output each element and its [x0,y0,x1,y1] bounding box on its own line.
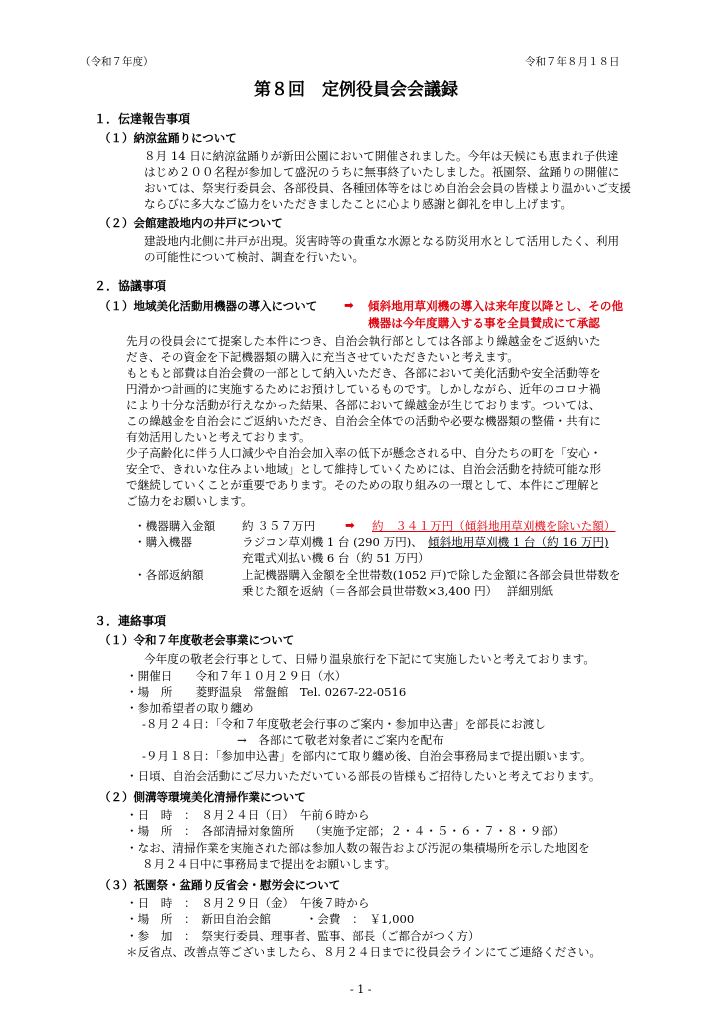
section-3-heading: ３．連絡事項 [94,614,167,628]
text-line: 今年度の敬老会行事として、日帰り温泉旅行を下記にて実施したいと考えております。 [144,652,595,666]
return-line-1: 上記機器購入金額を全世帯数(1052 戸)で除した金額に各部会員世帯数を [242,568,621,582]
arrow-icon: ➡ [344,298,354,312]
text-line: この繰越金を自治会にご返納いただき、自治会全体での活動や必要な機器類の整備・共有に [126,414,601,428]
section-2-heading: ２．協議事項 [94,279,167,293]
fiscal-year-label: （令和７年度） [80,56,154,68]
section-3-item-1-title: （１）令和７年度敬老会事業について [99,633,295,647]
text-line: -９月１８日：「参加申込書」を部内にて取り纏め後、自治会事務局まで提出願います。 [142,749,592,763]
text-line: により十分な活動が行えなかった結果、各部において繰越金が生じております。ついては、 [126,398,601,412]
text-line: ・日 時 ： ８月２４日（日） 午前６時から [126,808,370,822]
text-line: ＊反省点、改善点等ございましたら、８月２４日までに役員会ラインにてご連絡ください。 [126,945,601,959]
equipment-line-1b: 傾斜地用草刈機 1 台（約 16 万円) [428,535,609,549]
text-line: 円滑かつ計画的に実施するためにお預けしているものです。しかしながら、近年のコロナ禍 [126,382,601,396]
text-line: 建設地内北側に井戸が出現。災害時等の貴重な水源となる防災用水として活用したく、利用 [144,234,620,248]
arrow-icon: ➡ [345,518,355,532]
document-date: 令和７年８月１８日 [525,56,620,68]
text-line: 有効活用したいと考えております。 [126,430,311,444]
equipment-line-2: 充電式刈払い機 6 台（約 51 万円） [242,551,430,565]
page-number: - 1 - [350,983,372,996]
text-line: ・なお、清掃作業を実施された部は参加人数の報告および汚泥の集積場所を示した地図を [126,841,590,855]
text-line: 少子高齢化に伴う人口減少や自治会加入率の低下が懸念される中、自分たちの町を「安心・ [126,446,602,460]
section-1-item-1-title: （１）納涼盆踊りについて [99,131,237,145]
amount-value: 約 ３５７万円 [242,519,316,533]
text-line: おいては、祭実行委員会、各部役員、各種団体等をはじめ自治会会員の皆様より温かいご支援 [144,181,631,195]
equipment-label: ・購入機器 [134,535,192,549]
amount-label: ・機器購入金額 [134,519,216,533]
amount-revised: 約 ３４１万円（傾斜地用草刈機を除いた額） [372,519,616,533]
text-line: -８月２４日：「令和７年度敬老会行事のご案内・参加申込書」を部長にお渡し [142,717,546,731]
resolution-line-1: 傾斜地用草刈機の導入は来年度以降とし、その他 [368,299,624,313]
resolution-line-2: 機器は今年度購入する事を全員賛成にて承認 [368,316,600,330]
text-line: の可能性について検討、調査を行いたい。 [144,250,365,264]
text-line: だき、その資金を下記機器類の購入に充当させていただきたいと考えます。 [126,350,519,364]
text-line: ８月２４日中に事務局まで提出をお願いします。 [142,857,397,871]
text-line: はじめ２００名程が参加して盛況のうちに無事終了いたしました。祇園祭、盆踊りの開催に [144,165,620,179]
text-line: ８月 14 日に納涼盆踊りが新田公園において開催されました。今年は天候にも恵まれ子供達 [144,149,619,163]
text-line: ・参加希望者の取り纏め [126,701,254,715]
text-line: ・日頃、自治会活動にご尽力いただいている部長の皆様もご招待したいと考えております。 [126,769,601,783]
text-line: ・場 所 ： 新田自治会館 ・会費 ： ￥1,000 [126,912,415,926]
text-line: ・場 所 ： 各部清掃対象箇所 （実施予定部；２・４・５・６・７・８・９部） [126,824,565,838]
section-3-item-3-title: （３）祇園祭・盆踊り反省会・慰労会について [99,878,341,892]
text-line: ・場 所 菱野温泉 常盤館 Tel. 0267-22-0516 [126,685,407,699]
text-line: ・参 加 ： 祭実行委員、理事者、監事、部長（ご都合がつく方） [126,929,480,943]
text-line: ・日 時 ： ８月２９日（金） 午後７時から [126,896,370,910]
text-line: ご協力をお願いします。 [126,494,253,508]
document-title: 第８回 定例役員会会議録 [254,80,458,100]
text-line: もともと部費は自治会費の一部として納入いただき、各部において美化活動や安全活動等を [126,366,601,380]
text-line: 安全で、きれいな住みよい地域」として維持していくためには、自治会活動を持続可能な形 [126,462,602,476]
text-line: ならびに多大なご協力をいただきましたことに心より感謝と御礼を申し上げます。 [144,197,573,211]
equipment-line-1a: ラジコン草刈機 1 台 (290 万円)、 [242,535,423,549]
text-line: → 各部にて敬老対象者にご案内を配布 [237,733,444,747]
section-1-item-2-title: （２）会館建設地内の井戸について [99,216,283,230]
text-line: 先月の役員会にて提案した本件につき、自治会執行部としては各部より繰越金をご返納いた [126,334,601,348]
return-label: ・各部返納額 [134,568,204,582]
text-line: で継続していくことが重要であります。そのための取り組みの一環として、本件にご理解と [126,478,601,492]
section-2-item-1-title: （１）地域美化活動用機器の導入について [99,299,318,313]
section-3-item-2-title: （２）側溝等環境美化清掃作業について [99,790,306,804]
text-line: ・開催日 令和７年１０月２９日（水） [126,669,347,683]
return-line-2: 乗じた額を返納（＝各部会員世帯数×3,400 円） 詳細別紙 [242,584,554,598]
section-1-heading: １．伝達報告事項 [94,112,191,126]
